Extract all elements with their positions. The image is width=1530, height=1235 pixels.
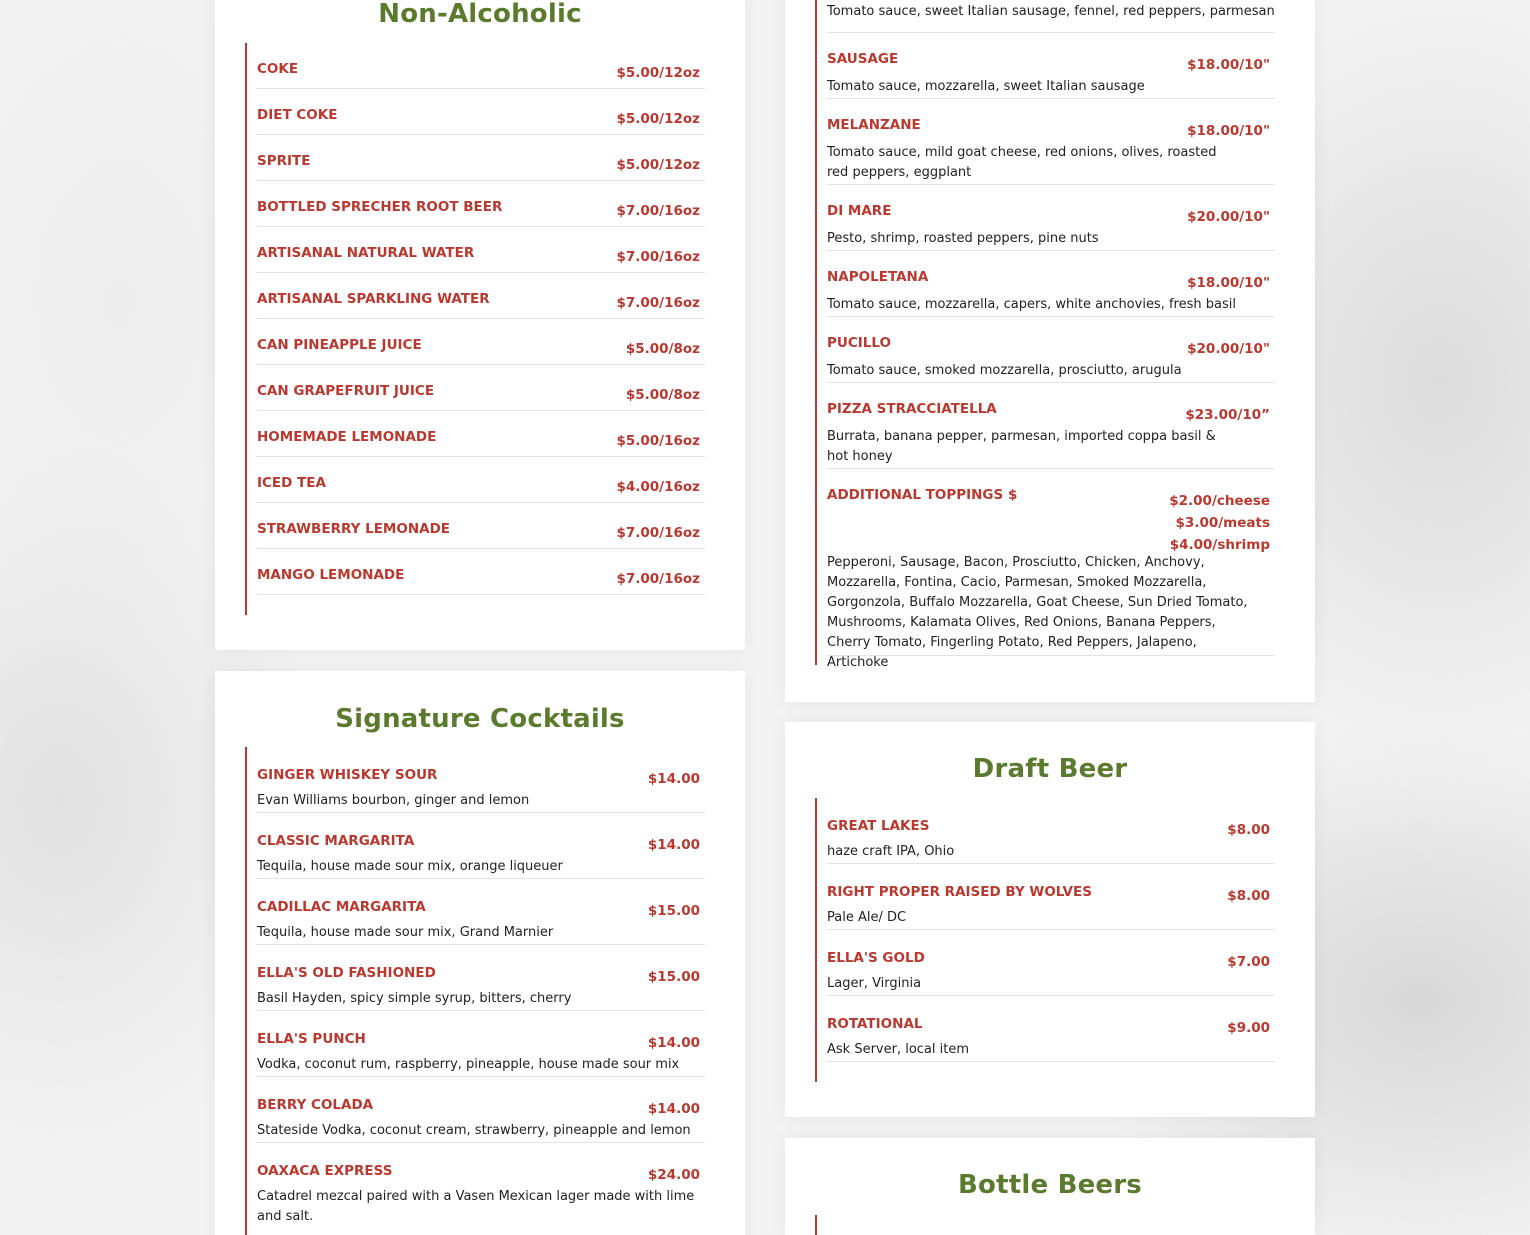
item-name: DIET COKE <box>257 107 338 123</box>
section-title-bottle-beers: Bottle Beers <box>958 1170 1142 1200</box>
item-name: PUCILLO <box>827 335 891 351</box>
item-price: $15.00 <box>647 903 700 919</box>
item-name: ARTISANAL SPARKLING WATER <box>257 291 490 307</box>
item-price: $15.00 <box>647 969 700 985</box>
section-title-signature-cocktails: Signature Cocktails <box>335 704 625 734</box>
item-name: DI MARE <box>827 203 892 219</box>
bottle-beers-card <box>785 1138 1315 1235</box>
item-name: BOTTLED SPRECHER ROOT BEER <box>257 199 503 215</box>
signature-cocktails-card <box>215 671 745 1235</box>
item-name: HOMEMADE LEMONADE <box>257 429 437 445</box>
item-price: $5.00/8oz <box>625 341 700 357</box>
item-price: $14.00 <box>647 1035 700 1051</box>
item-description: Pale Ale/ DC <box>827 910 907 925</box>
item-description: haze craft IPA, Ohio <box>827 844 955 859</box>
item-price: $7.00/16oz <box>616 295 700 311</box>
list-item <box>827 185 1275 251</box>
item-price: $14.00 <box>647 1101 700 1117</box>
draft-beer-card <box>785 722 1315 1117</box>
item-name: GINGER WHISKEY SOUR <box>257 767 438 783</box>
item-price: $5.00/8oz <box>625 387 700 403</box>
list-item <box>257 319 705 365</box>
list-item <box>257 1077 705 1143</box>
bottle-beers-list <box>815 1215 817 1235</box>
list-item <box>827 33 1275 99</box>
item-description: Tomato sauce, mild goat cheese, red onions, olives, roasted red peppers, eggplant <box>827 145 1217 180</box>
signature-cocktails-list <box>245 747 705 1235</box>
item-description: Tomato sauce, mozzarella, capers, white anchovies, fresh basil <box>827 297 1236 312</box>
pizza-list <box>815 0 1275 670</box>
item-name: CADILLAC MARGARITA <box>257 899 426 915</box>
draft-beer-list <box>815 798 1275 1082</box>
item-price: $5.00/12oz <box>616 157 700 173</box>
list-item <box>827 251 1275 317</box>
item-name: ARTISANAL NATURAL WATER <box>257 245 475 261</box>
item-name: CAN PINEAPPLE JUICE <box>257 337 422 353</box>
list-item <box>257 43 705 89</box>
item-description: Burrata, banana pepper, parmesan, imported coppa basil & hot honey <box>827 429 1216 464</box>
item-name: BERRY COLADA <box>257 1097 374 1113</box>
list-item <box>257 135 705 181</box>
item-description: Tomato sauce, sweet Italian sausage, fennel, red peppers, parmesan <box>827 4 1275 19</box>
item-price: $8.00 <box>1227 888 1270 904</box>
item-price: $20.00/10" <box>1187 209 1270 225</box>
item-price: $14.00 <box>647 771 700 787</box>
list-item <box>257 227 705 273</box>
list-item <box>827 930 1275 996</box>
list-item <box>827 99 1275 185</box>
item-description: Tomato sauce, mozzarella, sweet Italian sausage <box>827 79 1145 94</box>
item-price: $24.00 <box>647 1167 700 1183</box>
item-description: Pesto, shrimp, roasted peppers, pine nuts <box>827 231 1099 246</box>
item-name: CAN GRAPEFRUIT JUICE <box>257 383 435 399</box>
item-description: Evan Williams bourbon, ginger and lemon <box>257 793 530 808</box>
item-description: Pepperoni, Sausage, Bacon, Prosciutto, Chicken, Anchovy, Mozzarella, Fontina, Cacio, Parmesan, Smoked Mozzarella, Gorgonzola, Buffalo Mozzarella, Goat Cheese, Sun Dried Tomato, Mushrooms, Kalamata Olives, Red Onions, Banana Peppers, Cherry Tomato, Fingerling Potato, Red Peppers, Jalapeno, Artichoke <box>827 555 1248 670</box>
list-item <box>827 996 1275 1062</box>
list-item <box>827 864 1275 930</box>
item-price: $7.00/16oz <box>616 525 700 541</box>
section-title-non-alcoholic: Non-Alcoholic <box>378 0 582 29</box>
list-item <box>827 317 1275 383</box>
item-price: $14.00 <box>647 837 700 853</box>
list-item <box>827 469 1275 670</box>
item-price: $4.00/16oz <box>616 479 700 495</box>
item-description: Tequila, house made sour mix, Grand Marnier <box>257 925 554 940</box>
item-price: $7.00/16oz <box>616 249 700 265</box>
item-description: Stateside Vodka, coconut cream, strawberry, pineapple and lemon <box>257 1123 691 1138</box>
item-price: $18.00/10" <box>1187 275 1270 291</box>
item-price: $3.00/meats <box>1175 515 1270 531</box>
item-name: ADDITIONAL TOPPINGS $ <box>827 487 1018 503</box>
list-item <box>257 89 705 135</box>
item-name: RIGHT PROPER RAISED BY WOLVES <box>827 884 1092 900</box>
item-description: Catadrel mezcal paired with a Vasen Mexican lager made with lime and salt. <box>257 1189 695 1224</box>
item-name: CLASSIC MARGARITA <box>257 833 415 849</box>
item-name: ROTATIONAL <box>827 1016 923 1032</box>
list-item <box>257 365 705 411</box>
list-item <box>257 747 705 813</box>
item-price: $18.00/10" <box>1187 123 1270 139</box>
item-price: $5.00/12oz <box>616 65 700 81</box>
item-price: $8.00 <box>1227 822 1270 838</box>
item-name: SPRITE <box>257 153 311 169</box>
non-alcoholic-card <box>215 0 745 650</box>
item-name: MELANZANE <box>827 117 921 133</box>
item-description: Basil Hayden, spicy simple syrup, bitters, cherry <box>257 991 572 1006</box>
item-price: $5.00/12oz <box>616 111 700 127</box>
list-item <box>257 1143 705 1235</box>
item-price: $7.00/16oz <box>616 203 700 219</box>
item-price: $4.00/shrimp <box>1169 537 1270 553</box>
item-description: Lager, Virginia <box>827 976 922 991</box>
item-name: ELLA'S PUNCH <box>257 1031 366 1047</box>
non-alcoholic-list <box>245 43 705 615</box>
item-name: GREAT LAKES <box>827 818 930 834</box>
section-title-draft-beer: Draft Beer <box>972 754 1128 784</box>
list-item <box>257 549 705 595</box>
list-item <box>257 503 705 549</box>
item-price: $2.00/cheese <box>1169 493 1270 509</box>
list-item <box>257 273 705 319</box>
item-description: Vodka, coconut rum, raspberry, pineapple, house made sour mix <box>257 1057 680 1072</box>
list-item <box>257 1011 705 1077</box>
list-item <box>257 813 705 879</box>
list-item <box>827 798 1275 864</box>
item-description: Tequila, house made sour mix, orange liqueuer <box>257 859 563 874</box>
item-name: COKE <box>257 61 299 77</box>
item-name: SAUSAGE <box>827 51 899 67</box>
item-price: $7.00/16oz <box>616 571 700 587</box>
item-price: $23.00/10” <box>1185 407 1270 423</box>
item-price: $9.00 <box>1227 1020 1270 1036</box>
item-name: PIZZA STRACCIATELLA <box>827 401 997 417</box>
item-name: OAXACA EXPRESS <box>257 1163 393 1179</box>
item-name: ELLA'S OLD FASHIONED <box>257 965 436 981</box>
item-name: ICED TEA <box>257 475 326 491</box>
item-price: $20.00/10" <box>1187 341 1270 357</box>
item-name: STRAWBERRY LEMONADE <box>257 521 451 537</box>
item-name: MANGO LEMONADE <box>257 567 405 583</box>
item-price: $7.00 <box>1227 954 1270 970</box>
item-description: Ask Server, local item <box>827 1042 970 1057</box>
list-item <box>257 457 705 503</box>
list-item <box>257 181 705 227</box>
item-description: Tomato sauce, smoked mozzarella, prosciutto, arugula <box>827 363 1182 378</box>
list-item <box>827 383 1275 469</box>
item-price: $18.00/10" <box>1187 57 1270 73</box>
list-item <box>827 0 1275 33</box>
list-item <box>257 879 705 945</box>
item-name: NAPOLETANA <box>827 269 929 285</box>
list-item <box>257 411 705 457</box>
pizza-card <box>785 0 1315 702</box>
item-price: $5.00/16oz <box>616 433 700 449</box>
list-item <box>257 945 705 1011</box>
item-name: ELLA'S GOLD <box>827 950 925 966</box>
